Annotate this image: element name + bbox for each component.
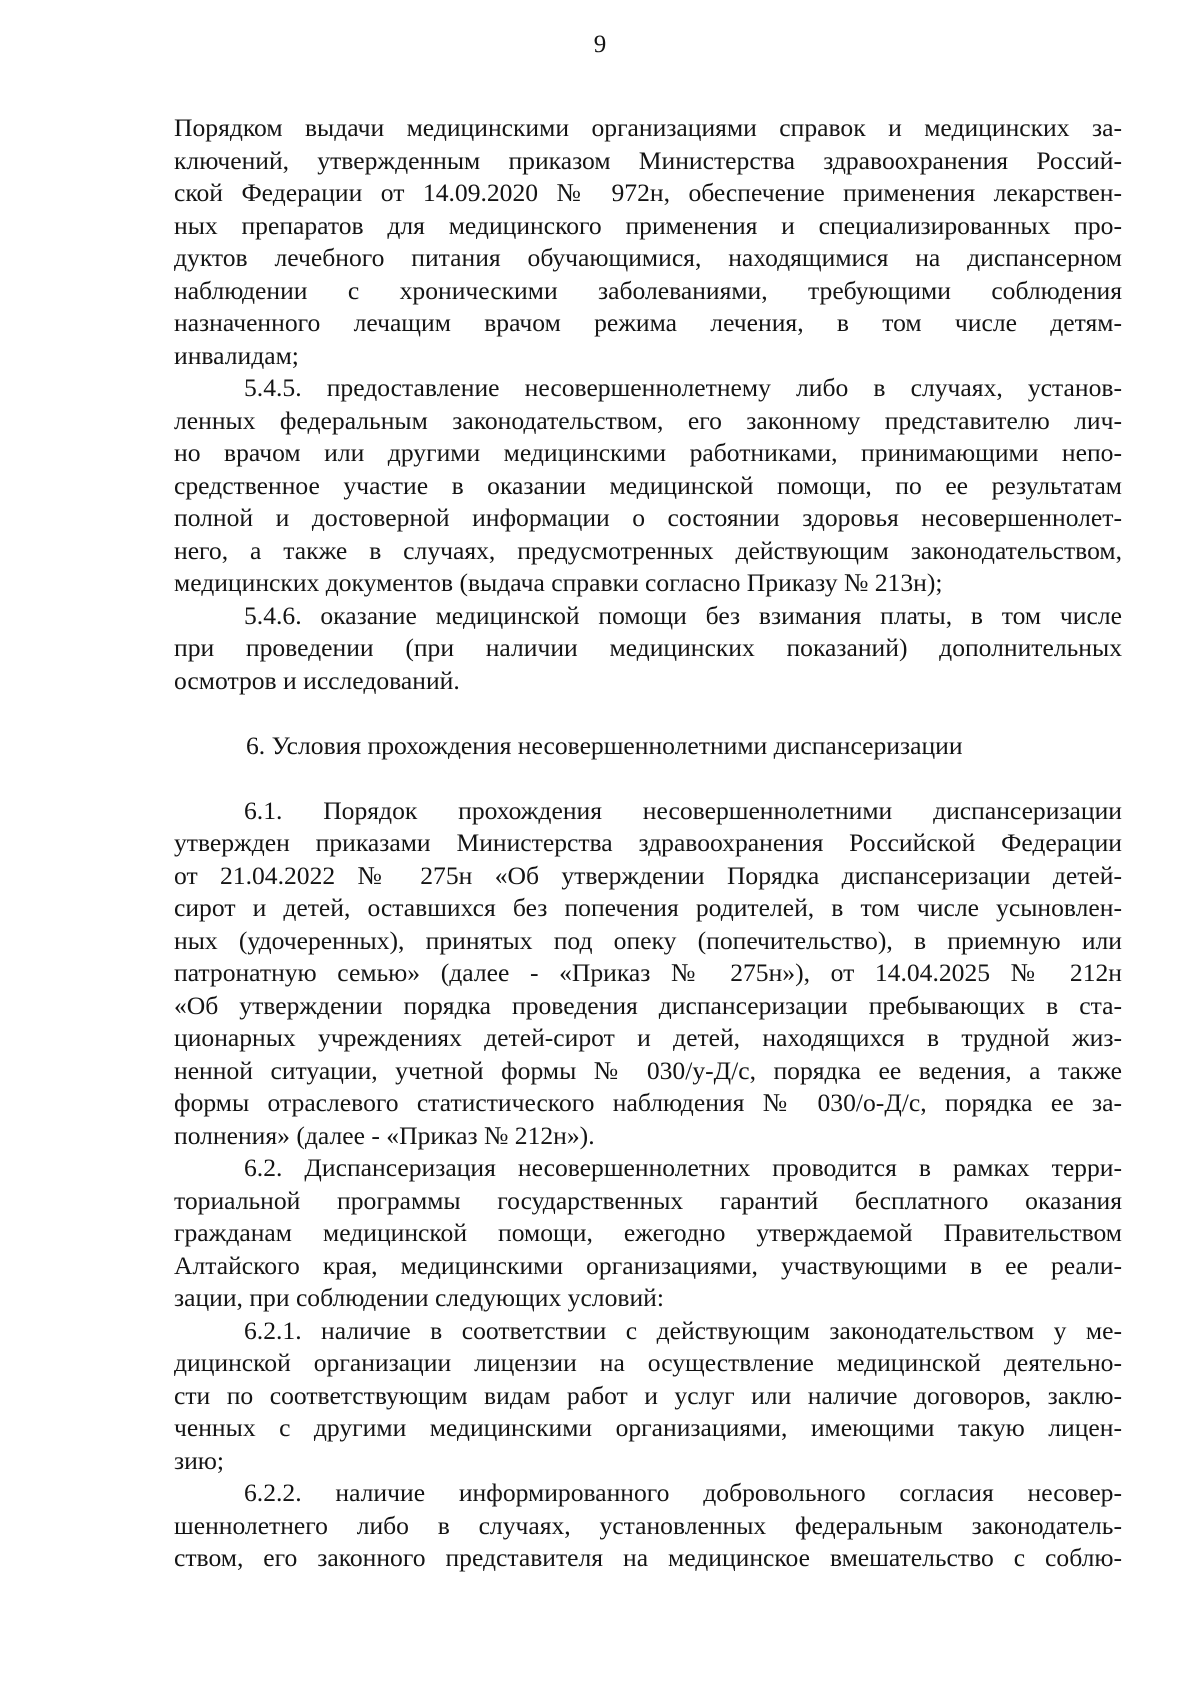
paragraph-line: дицинской организации лицензии на осуществление медицинской деятельно- — [174, 1348, 1122, 1377]
paragraph-line: при проведении (при наличии медицинских показаний) дополнительных — [174, 633, 1122, 662]
paragraph — [174, 795, 1122, 1153]
paragraph-line: зации, при соблюдении следующих условий: — [174, 1283, 664, 1312]
paragraph — [174, 600, 1122, 698]
paragraph — [174, 112, 1122, 372]
paragraph-line: формы отраслевого статистического наблюдения № 030/о-Д/с, порядка ее за- — [174, 1088, 1122, 1117]
paragraph-line: 6.2.1. наличие в соответствии с действующим законодательством у ме- — [244, 1315, 1122, 1345]
paragraph-line: патронатную семью» (далее - «Приказ № 275н»), от 14.04.2025 № 212н — [174, 958, 1122, 987]
heading-text: 6. Условия прохождения несовершеннолетними диспансеризации — [246, 731, 963, 760]
paragraph-line: гражданам медицинской помощи, ежегодно утверждаемой Правительством — [174, 1218, 1122, 1247]
paragraph — [174, 1315, 1122, 1478]
paragraph-line: ленных федеральным законодательством, его законному представителю лич- — [174, 405, 1122, 435]
paragraph-line: средственное участие в оказании медицинской помощи, по ее результатам — [174, 470, 1122, 500]
paragraph-line: сирот и детей, оставшихся без попечения родителей, в том числе усыновлен- — [174, 893, 1122, 922]
paragraph-line: утвержден приказами Министерства здравоохранения Российской Федерации — [174, 828, 1122, 857]
paragraph-line: осмотров и исследований. — [174, 665, 460, 695]
paragraph-line: 5.4.5. предоставление несовершеннолетнему либо в случаях, установ- — [244, 373, 1122, 402]
paragraph — [174, 1152, 1122, 1315]
paragraph-line: ториальной программы государственных гарантий бесплатного оказания — [174, 1185, 1122, 1215]
paragraph-line: «Об утверждении порядка проведения диспансеризации пребывающих в ста- — [174, 990, 1122, 1020]
paragraph-line: 6.1. Порядок прохождения несовершеннолетними диспансеризации — [244, 795, 1122, 825]
paragraph-line: от 21.04.2022 № 275н «Об утверждении Порядка диспансеризации детей- — [174, 860, 1122, 890]
paragraph — [174, 372, 1122, 600]
paragraph-line: Порядком выдачи медицинскими организациями справок и медицинских за- — [174, 113, 1122, 142]
paragraph-line: 6.2. Диспансеризация несовершеннолетних проводится в рамках терри- — [244, 1153, 1122, 1182]
paragraph-line: назначенного лечащим врачом режима лечения, в том числе детям- — [174, 308, 1122, 337]
document-body — [174, 112, 1122, 1575]
paragraph-line: ционарных учреждениях детей-сирот и детей, находящихся в трудной жиз- — [174, 1023, 1122, 1052]
paragraph-line: ской Федерации от 14.09.2020 № 972н, обеспечение применения лекарствен- — [174, 178, 1122, 207]
paragraph-line: наблюдении с хроническими заболеваниями, требующими соблюдения — [174, 275, 1122, 305]
paragraph-line: полной и достоверной информации о состоянии здоровья несовершеннолет- — [174, 503, 1122, 532]
paragraph-line: Алтайского края, медицинскими организациями, участвующими в ее реали- — [174, 1250, 1122, 1280]
paragraph-line: ненной ситуации, учетной формы № 030/у-Д/с, порядка ее ведения, а также — [174, 1055, 1122, 1085]
paragraph-line: ключений, утвержденным приказом Министерства здравоохранения Россий- — [174, 145, 1122, 175]
paragraph — [174, 1477, 1122, 1575]
paragraph-line: 6.2.2. наличие информированного добровольного согласия несовер- — [244, 1478, 1122, 1507]
paragraph-line: ных препаратов для медицинского применения и специализированных про- — [174, 210, 1122, 240]
paragraph-line: ченных с другими медицинскими организациями, имеющими такую лицен- — [174, 1413, 1122, 1442]
paragraph-line: шеннолетнего либо в случаях, установленных федеральным законодатель- — [174, 1510, 1122, 1540]
paragraph-line: ных (удочеренных), принятых под опеку (попечительство), в приемную или — [174, 925, 1122, 955]
paragraph-line: полнения» (далее - «Приказ № 212н»). — [174, 1120, 595, 1150]
paragraph-line: инвалидам; — [174, 340, 299, 370]
section-heading — [174, 730, 1122, 763]
paragraph-line: зию; — [174, 1445, 225, 1475]
paragraph-line: но врачом или другими медицинскими работниками, принимающими непо- — [174, 438, 1122, 467]
paragraph-line: сти по соответствующим видам работ и услуг или наличие договоров, заклю- — [174, 1380, 1122, 1410]
paragraph-line: дуктов лечебного питания обучающимися, находящимися на диспансерном — [174, 243, 1122, 272]
paragraph-line: 5.4.6. оказание медицинской помощи без взимания платы, в том числе — [244, 600, 1122, 630]
paragraph-line: медицинских документов (выдача справки согласно Приказу № 213н); — [174, 568, 943, 597]
paragraph-line: ством, его законного представителя на медицинское вмешательство с соблю- — [174, 1543, 1122, 1572]
page-number: 9 — [593, 31, 607, 58]
paragraph-line: него, а также в случаях, предусмотренных действующим законодательством, — [174, 535, 1122, 565]
